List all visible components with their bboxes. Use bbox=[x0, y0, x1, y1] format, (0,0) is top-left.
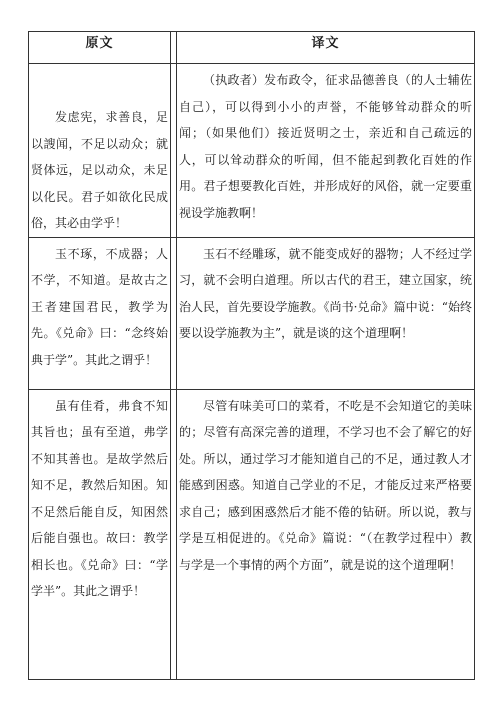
translation-text-cell: （执政者）发布政令，征求品德善良（的人士辅佐自己），可以得到小小的声誉，不能够耸动群众的听闻；（如果他们）接近贤明之士，亲近和自己疏远的人，可以耸动群众的听闻，但不能起到教化百姓的作用。君子想要教化百姓，并形成好的风俗，就一定要重视设学施教啊！ bbox=[179, 73, 472, 220]
classical-text-table bbox=[28, 31, 475, 680]
table-header-row bbox=[29, 32, 475, 64]
translation-text-cell: 玉石不经雕琢，就不能变成好的器物；人不经过学习，就不会明白道理。所以古代的君王，建立国家，统治人民，首先要设学施教。《尚书·兑命》篇中说：“始终要以设学施教为主”，就是谈的这个道理啊！ bbox=[179, 246, 472, 340]
table-row bbox=[29, 237, 475, 389]
table-row bbox=[29, 64, 475, 238]
translation-text-cell: 尽管有味美可口的菜肴，不吃是不会知道它的美味的；尽管有高深完善的道理，不学习也不会了解它的好处。所以，通过学习才能知道自己的不足，通过教人才能感到困惑。知道自己学业的不足，才能反过来严格要求自己；感到困惑然后才能不倦的钻研。所以说，教与学是互相促进的。《兑命》篇说：“（在教学过程中）教与学是一个事情的两个方面”，就是说的这个道理啊！ bbox=[179, 398, 472, 572]
original-text-cell: 玉不琢，不成器；人不学，不知道。是故古之王者建国君民，教学为先。《兑命》曰：“念终始典于学”。其此之谓乎！ bbox=[31, 246, 168, 367]
original-text-cell: 虽有佳肴，弗食不知其旨也；虽有至道，弗学不知其善也。是故学然后知不足，教然后知困。知不足然后能自反，知困然后能自强也。故曰：教学相长也。《兑命》曰：“学学半”。其此之谓乎！ bbox=[31, 398, 168, 598]
table-row bbox=[29, 389, 475, 679]
original-column-header: 原文 bbox=[29, 32, 171, 64]
original-text-cell: 发虑宪，求善良，足以謏闻，不足以动众；就贤体远，足以动众，未足以化民。君子如欲化民成俗，其必由学乎！ bbox=[31, 110, 168, 230]
translation-column-header: 译文 bbox=[177, 32, 475, 64]
